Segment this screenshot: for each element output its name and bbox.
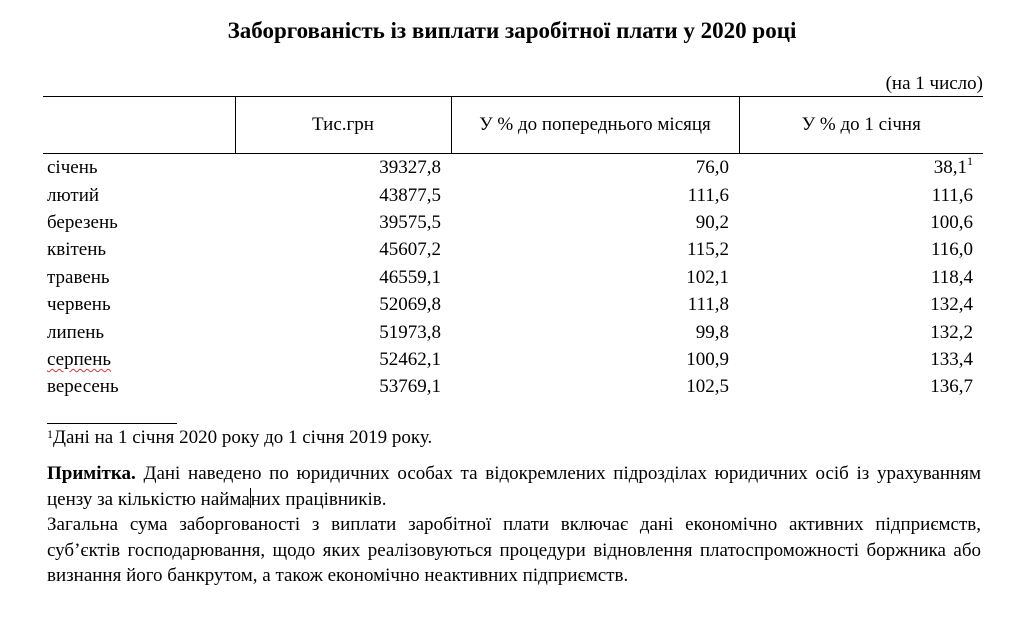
jan-pct-cell xyxy=(739,154,983,182)
header-jan-pct: У % до 1 січня xyxy=(739,97,983,154)
value-cell: 45607,2 xyxy=(379,239,441,261)
prev-pct-cell: 76,0 xyxy=(695,157,729,179)
footnote-separator xyxy=(47,423,177,424)
value-cell: 53769,1 xyxy=(379,376,441,398)
jan-pct-cell: 100,6 xyxy=(930,211,973,233)
table-row xyxy=(43,318,983,345)
note-text-1a: Дані наведено по юридичних особах та відокремлених підрозділах юридичних осіб із урахуванням цензу за кількістю найма xyxy=(47,463,981,510)
jan-pct-cell: 136,7 xyxy=(930,376,973,398)
table-row xyxy=(43,181,983,208)
footnote xyxy=(47,427,432,449)
value-cell: 52462,1 xyxy=(379,348,441,370)
month-cell xyxy=(43,346,235,373)
prev-pct-cell: 102,5 xyxy=(686,376,729,398)
prev-pct-cell: 99,8 xyxy=(695,321,729,343)
spellcheck-underlined-word[interactable]: серпень xyxy=(47,348,112,370)
footnote-marker: 1 xyxy=(967,154,973,169)
value-cell: 43877,5 xyxy=(379,184,441,206)
jan-pct-cell: 111,6 xyxy=(931,184,973,206)
note-paragraph-2: Загальна сума заборгованості з виплати заробітної плати включає дані економічно активних підприємств, суб’єктів господарювання, щодо яких реалізовуються процедури відновлення платоспроможності боржника або визнання його банкрутом, а також економічно неактивних підприємств. xyxy=(47,514,981,586)
month-cell: січень xyxy=(47,157,98,179)
header-value: Тис.грн xyxy=(235,97,451,154)
prev-pct-cell: 111,8 xyxy=(687,294,729,316)
prev-pct-cell: 90,2 xyxy=(695,211,729,233)
note-text-1b: них працівників. xyxy=(250,488,387,510)
arrears-table xyxy=(43,96,983,401)
value-cell: 51973,8 xyxy=(379,321,441,343)
note-paragraph-1 xyxy=(47,461,981,512)
note-label: Примітка. xyxy=(47,463,136,484)
jan-pct-cell: 118,4 xyxy=(930,266,973,288)
month-cell: березень xyxy=(47,211,118,233)
value-cell: 52069,8 xyxy=(379,294,441,316)
prev-pct-cell: 111,6 xyxy=(687,184,729,206)
value-cell: 39327,8 xyxy=(379,157,441,179)
prev-pct-cell: 102,1 xyxy=(686,266,729,288)
jan-pct-cell: 116,0 xyxy=(930,239,973,261)
jan-pct-cell: 133,4 xyxy=(930,348,973,370)
month-cell: вересень xyxy=(47,376,119,398)
unit-note: (на 1 число) xyxy=(885,73,983,94)
month-cell: лютий xyxy=(47,184,100,206)
prev-pct-cell: 100,9 xyxy=(686,348,729,370)
month-cell: липень xyxy=(47,321,105,343)
jan-pct-value: 38,1 xyxy=(933,157,967,179)
month-cell: квітень xyxy=(47,239,107,261)
value-cell: 46559,1 xyxy=(379,266,441,288)
table-row xyxy=(43,264,983,291)
table-row xyxy=(43,373,983,400)
document-title: Заборгованість із виплати заробітної плати у 2020 році xyxy=(227,18,797,43)
table-row xyxy=(43,236,983,263)
footnote-text: Дані на 1 січня 2020 року до 1 січня 2019 року. xyxy=(53,427,433,448)
table-row xyxy=(43,209,983,236)
jan-pct-cell: 132,2 xyxy=(930,321,973,343)
table-row xyxy=(43,346,983,373)
footnote-number: 1 xyxy=(47,427,53,441)
prev-pct-cell: 115,2 xyxy=(686,239,729,261)
note-block xyxy=(47,461,981,589)
table-row xyxy=(43,291,983,318)
jan-pct-cell: 132,4 xyxy=(930,294,973,316)
month-cell: травень xyxy=(47,266,110,288)
table-header-row xyxy=(43,97,983,154)
header-prev-pct: У % до попереднього місяця xyxy=(451,97,739,154)
value-cell: 39575,5 xyxy=(379,211,441,233)
header-month xyxy=(43,97,235,154)
month-cell: червень xyxy=(47,294,111,316)
table-row xyxy=(43,154,983,182)
